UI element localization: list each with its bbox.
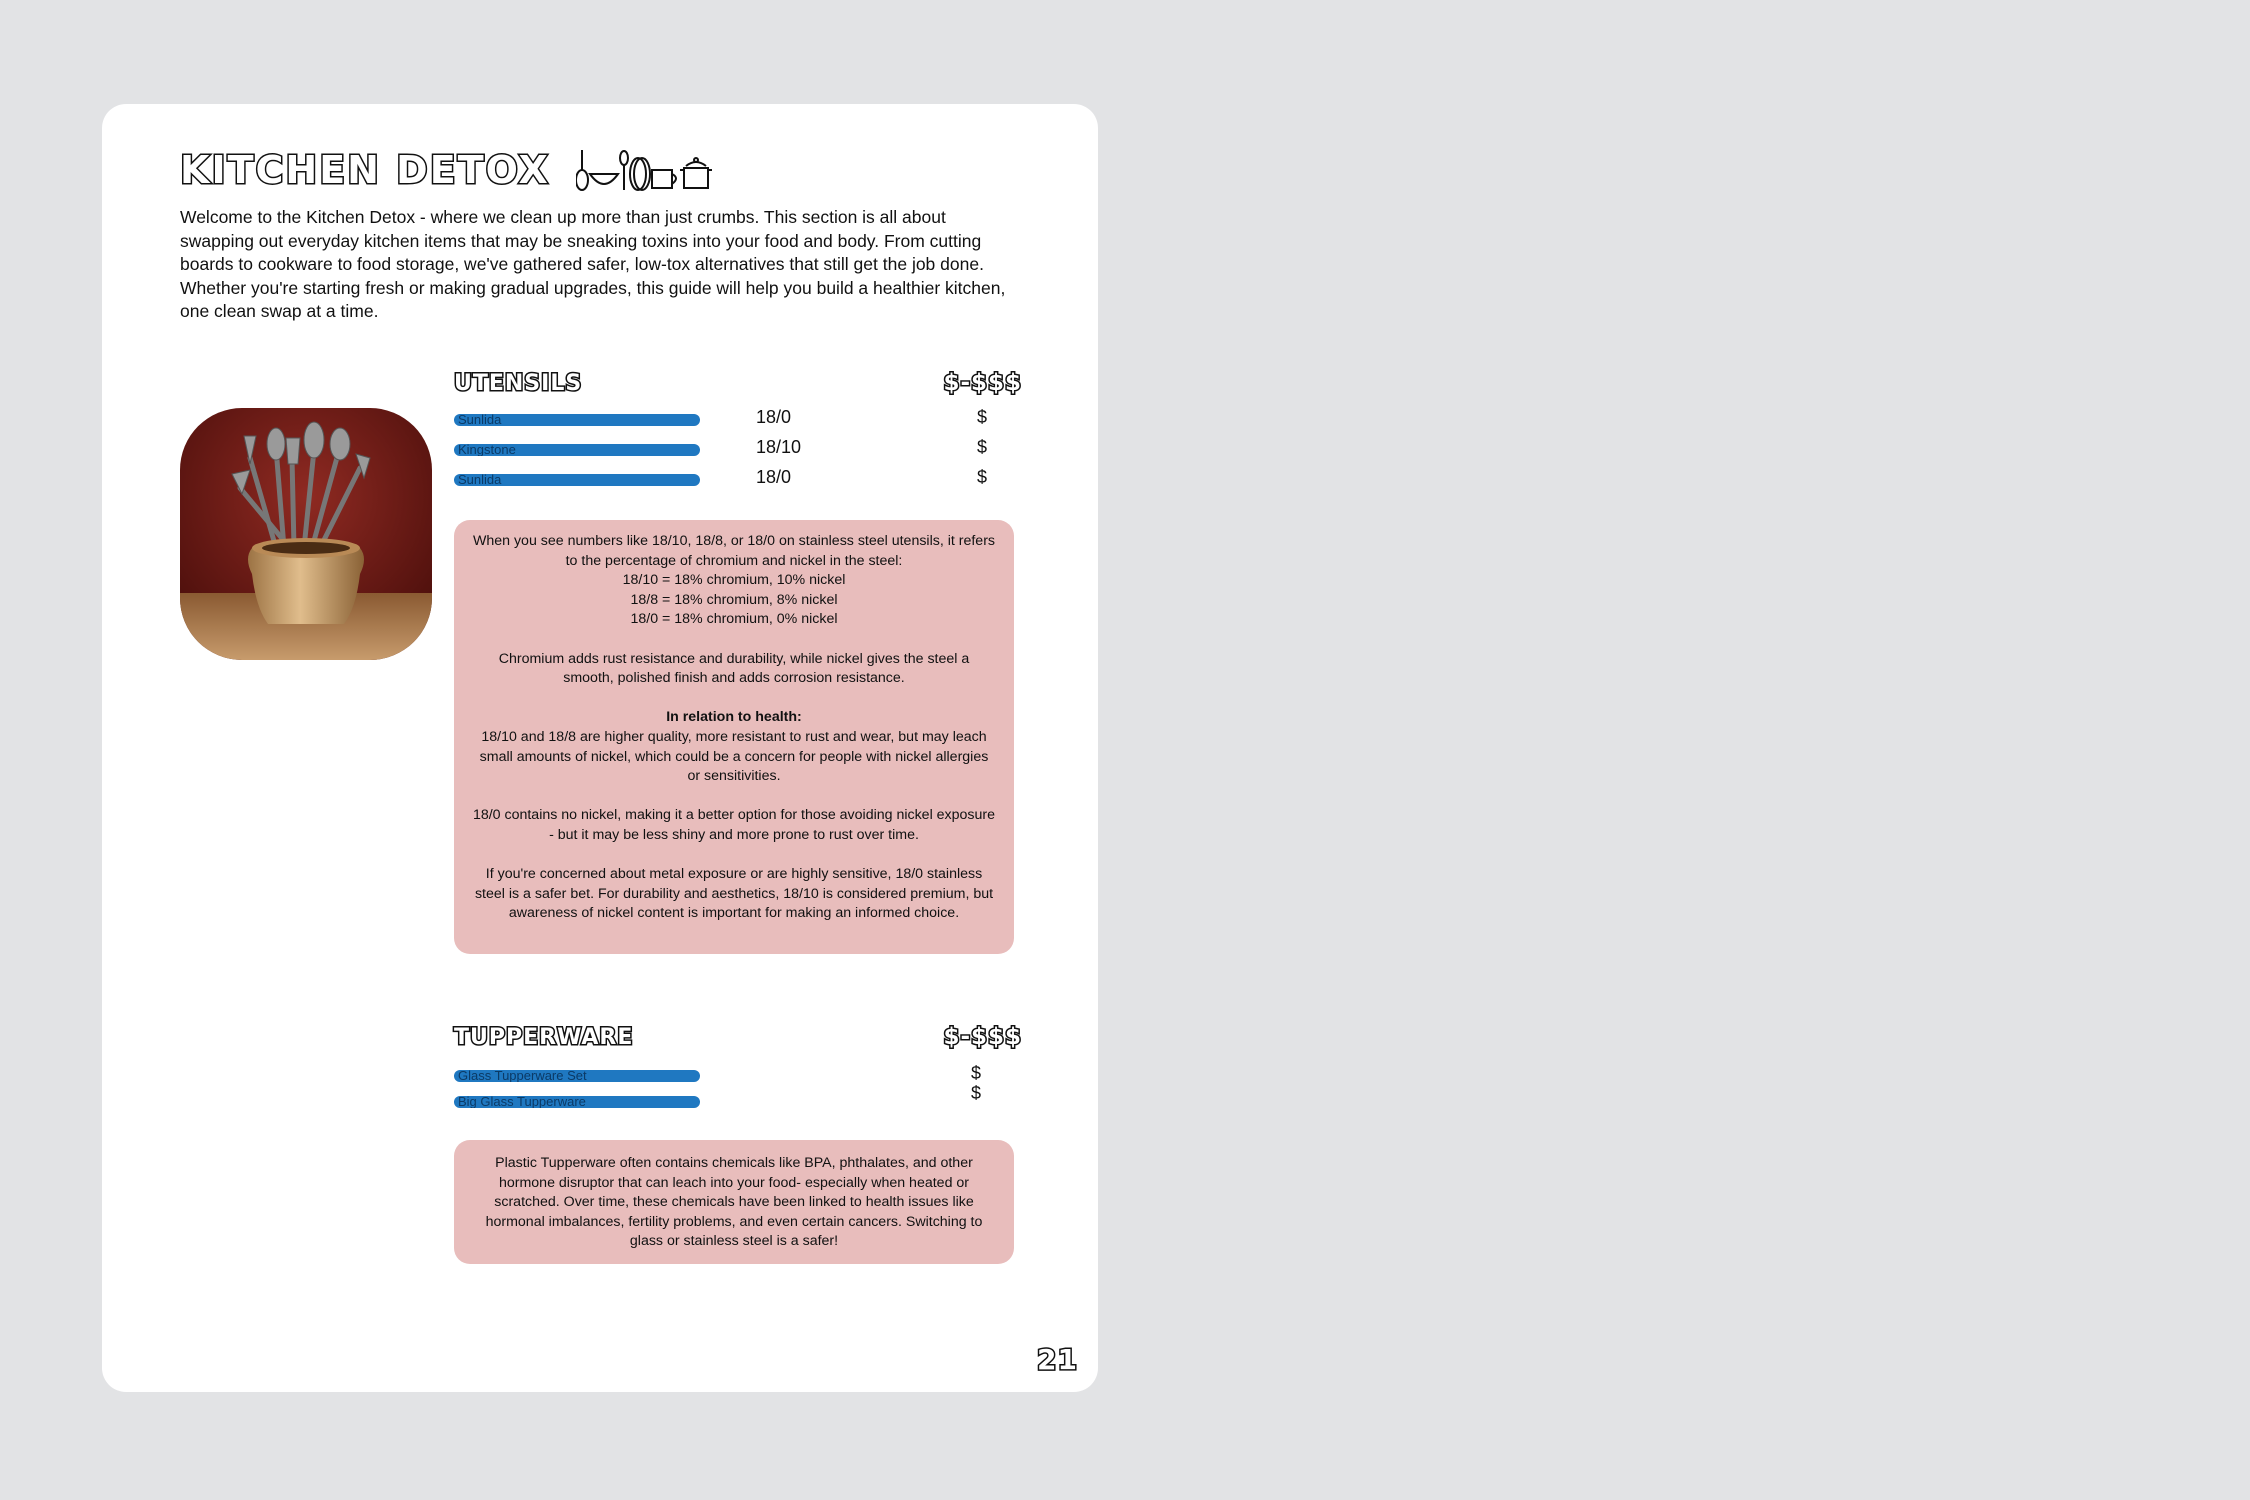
- document-page: [102, 104, 1098, 1392]
- product-link[interactable]: Sunlida: [454, 414, 700, 426]
- info-text: Chromium adds rust resistance and durability, while nickel gives the steel a smooth, polished finish and adds corrosion resistance.: [498, 650, 970, 687]
- product-link[interactable]: Kingstone: [454, 444, 700, 456]
- item-price: $: [976, 437, 987, 457]
- info-text: 18/8 = 18% chromium, 8% nickel: [630, 591, 838, 608]
- info-text: When you see numbers like 18/10, 18/8, or 18/0 on stainless steel utensils, it refers to the percentage of chromium and nickel in the steel:: [472, 533, 996, 569]
- info-text: 18/0 = 18% chromium, 0% nickel: [630, 611, 838, 628]
- product-link[interactable]: Glass Tupperware Set: [454, 1070, 700, 1082]
- tupperware-header: [454, 1024, 1022, 1050]
- page-number: 21: [1037, 1343, 1078, 1376]
- info-text: 18/10 and 18/8 are higher quality, more resistant to rust and wear, but may leach small amounts of nickel, which could be a concern for people with nickel allergies or sensitivities.: [479, 728, 989, 785]
- item-price: $: [976, 467, 987, 487]
- utensil-item[interactable]: [454, 407, 1014, 431]
- info-text: 18/10 = 18% chromium, 10% nickel: [622, 572, 846, 589]
- tupperware-item[interactable]: [454, 1063, 1014, 1087]
- utensil-item[interactable]: [454, 467, 1014, 491]
- intro-paragraph: Welcome to the Kitchen Detox - where we clean up more than just crumbs. This section is all about swapping out everyday kitchen items that may be sneaking toxins into your food and body. From cutting boards to cookware to food storage, we've gathered safer, low-tox alternatives that still get the job done. Whether you're starting fresh or making gradual upgrades, this guide will help you build a healthier kitchen, one clean swap at a time.: [180, 207, 1006, 321]
- title-row: [180, 148, 714, 192]
- item-price: $: [970, 1083, 981, 1103]
- steel-grade: 18/10: [756, 437, 802, 457]
- utensils-heading: UTENSILS: [454, 370, 583, 396]
- stainless-steel-info: [454, 520, 1014, 954]
- page-title: KITCHEN DETOX: [180, 148, 550, 192]
- item-price: $: [970, 1063, 981, 1083]
- utensils-photo: [180, 408, 432, 660]
- item-price: $: [976, 407, 987, 427]
- utensils-header: [454, 370, 1022, 396]
- steel-grade: 18/0: [756, 467, 792, 487]
- utensil-item[interactable]: [454, 437, 1014, 461]
- info-text: Plastic Tupperware often contains chemicals like BPA, phthalates, and other hormone disruptor that can leach into your food- especially when heated or scratched. Over time, these chemicals have been linked to health issues like hormonal imbalances, fertility problems, and even certain cancers. Switching to glass or stainless steel is a safer!: [485, 1155, 983, 1250]
- utensils-price-range: $-$$$: [943, 370, 1022, 396]
- info-text: 18/0 contains no nickel, making it a better option for those avoiding nickel exposure - but it may be less shiny and more prone to rust over time.: [472, 807, 996, 843]
- kitchen-utensils-icon: [576, 148, 714, 192]
- tupperware-heading: TUPPERWARE: [454, 1024, 634, 1050]
- info-text: If you're concerned about metal exposure or are highly sensitive, 18/0 stainless steel is a safer bet. For durability and aesthetics, 18/10 is considered premium, but awareness of nickel content is important for making an informed choice.: [474, 866, 994, 922]
- tupperware-info: [454, 1140, 1014, 1264]
- product-link[interactable]: Big Glass Tupperware: [454, 1096, 700, 1108]
- info-subheading: In relation to health:: [666, 709, 802, 726]
- tupperware-item[interactable]: [454, 1083, 1014, 1113]
- product-link[interactable]: Sunlida: [454, 474, 700, 486]
- tupperware-price-range: $-$$$: [943, 1024, 1022, 1050]
- steel-grade: 18/0: [756, 407, 792, 427]
